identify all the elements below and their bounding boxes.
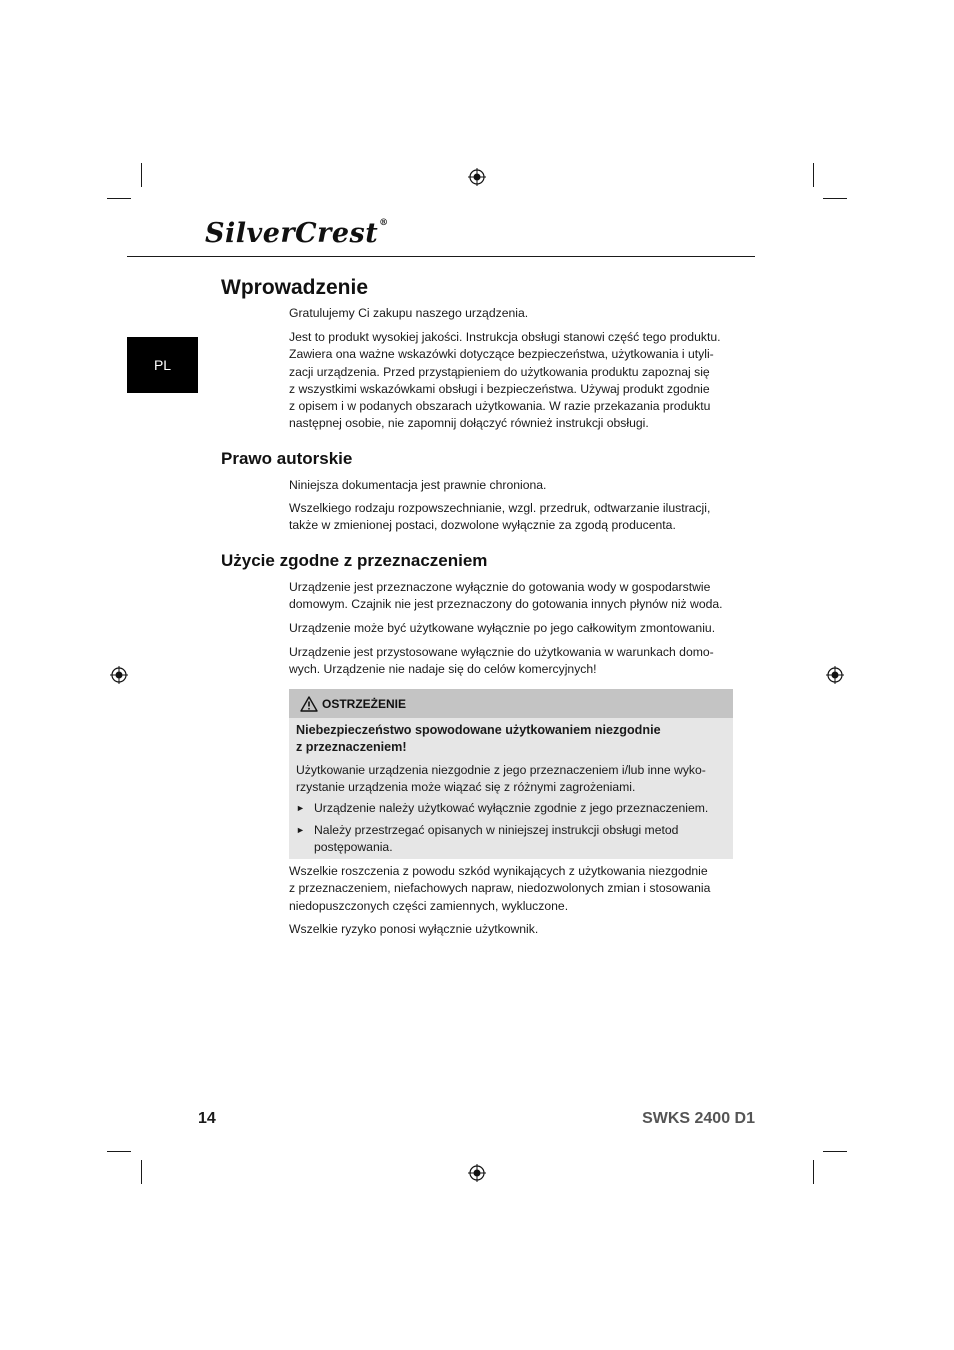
warning-bullet [296,822,728,857]
text-line: zacji urządzenia. Przed przystąpieniem do użytkowania produktu zapoznaj się [289,364,710,379]
text-line: Urządzenie może być użytkowane wyłącznie po jego całkowitym zmontowaniu. [289,621,716,635]
text-line: Urządzenie jest przeznaczone wyłącznie do gotowania wody w gospodarstwie [289,580,711,594]
crop-mark [813,163,814,187]
section-heading-copyright: Prawo autorskie [221,449,353,468]
model-number: SWKS 2400 D1 [642,1110,755,1127]
crop-mark [823,198,847,199]
intro-paragraph-2 [289,329,732,433]
bullet-arrow-icon: ► [296,825,305,835]
intended-use-paragraph-2 [289,620,732,637]
crop-mark [813,1160,814,1184]
warning-bullet [296,800,728,817]
registration-mark-icon [826,666,844,684]
text-line: także w zmienionej postaci, dozwolone wyłącznie za zgodą producenta. [289,518,676,533]
copyright-paragraph-2 [289,500,732,535]
text-line: domowym. Czajnik nie jest przeznaczony do gotowania innych płynów niż woda. [289,597,723,612]
text-line: Urządzenie jest przystosowane wyłącznie do użytkowania w warunkach domo- [289,645,714,659]
bullet-text: Urządzenie należy użytkować wyłącznie zgodnie z jego przeznaczeniem. [314,801,709,815]
text-line: następnej osobie, nie zapomnij dołączyć również instrukcji obsługi. [289,416,649,431]
intro-paragraph-1 [289,305,732,322]
crop-mark [823,1151,847,1152]
text-line: wych. Urządzenie nie nadaje się do celów komercyjnych! [289,662,597,677]
page-number: 14 [198,1110,216,1127]
copyright-paragraph-1 [289,477,732,494]
text-line: Niniejsza dokumentacja jest prawnie chroniona. [289,478,547,492]
text-line: Wszelkie roszczenia z powodu szkód wynikających z użytkowania niezgodnie [289,864,708,878]
language-tab-label: PL [153,357,172,373]
warning-header [289,689,733,718]
language-tab [127,337,198,393]
section-heading-intended-use: Użycie zgodne z przeznaczeniem [221,551,488,570]
crop-mark [141,1160,142,1184]
crop-mark [141,163,142,187]
warning-title: OSTRZEŻENIE [322,696,407,711]
registration-mark-icon [468,168,486,186]
text-line: Należy przestrzegać opisanych w niniejszej instrukcji obsługi metod [314,823,679,837]
registration-mark-icon [468,1164,486,1182]
bullet-arrow-icon: ► [296,803,305,813]
text-line: postępowania. [314,840,393,855]
warning-bold-text [296,722,728,757]
intended-use-paragraph-4 [289,863,732,915]
warning-triangle-icon [300,696,318,712]
text-line: Wszelkiego rodzaju rozpowszechnianie, wzgl. przedruk, odtwarzanie ilustracji, [289,501,711,515]
registration-mark-icon [110,666,128,684]
crop-mark [107,198,131,199]
brand-logo-text: SilverCrest [205,218,379,249]
header-rule [127,256,755,257]
intended-use-paragraph-1 [289,579,732,614]
text-line: z przeznaczeniem! [296,740,407,755]
text-line: rzystanie urządzenia może wiązać się z różnymi zagrożeniami. [296,780,636,795]
intended-use-paragraph-3 [289,644,732,679]
text-line: Jest to produkt wysokiej jakości. Instrukcja obsługi stanowi część tego produktu. [289,330,721,344]
section-heading-intro: Wprowadzenie [221,276,369,299]
warning-text [296,762,728,797]
crop-mark [107,1151,131,1152]
intended-use-paragraph-5 [289,921,732,938]
text-line: Zawiera ona ważne wskazówki dotyczące bezpieczeństwa, użytkowania i utyli- [289,347,714,362]
text-line: Niebezpieczeństwo spowodowane użytkowaniem niezgodnie [296,723,661,737]
text-line: niedopuszczonych części zamiennych, wykluczone. [289,898,569,913]
text-line: Gratulujemy Ci zakupu naszego urządzenia. [289,306,529,320]
text-line: z wszystkimi wskazówkami obsługi i bezpieczeństwa. Używaj produkt zgodnie [289,381,710,396]
registered-mark: ® [379,218,389,228]
brand-logo [205,218,389,249]
warning-box [289,689,733,859]
text-line: z przeznaczeniem, niefachowych napraw, niedozwolonych zmian i stosowania [289,881,711,896]
text-line: z opisem i w podanych obszarach użytkowania. W razie przekazania produktu [289,399,711,414]
text-line: Użytkowanie urządzenia niezgodnie z jego przeznaczeniem i/lub inne wyko- [296,763,706,777]
text-line: Wszelkie ryzyko ponosi wyłącznie użytkownik. [289,922,539,936]
bullet-text [314,822,728,857]
